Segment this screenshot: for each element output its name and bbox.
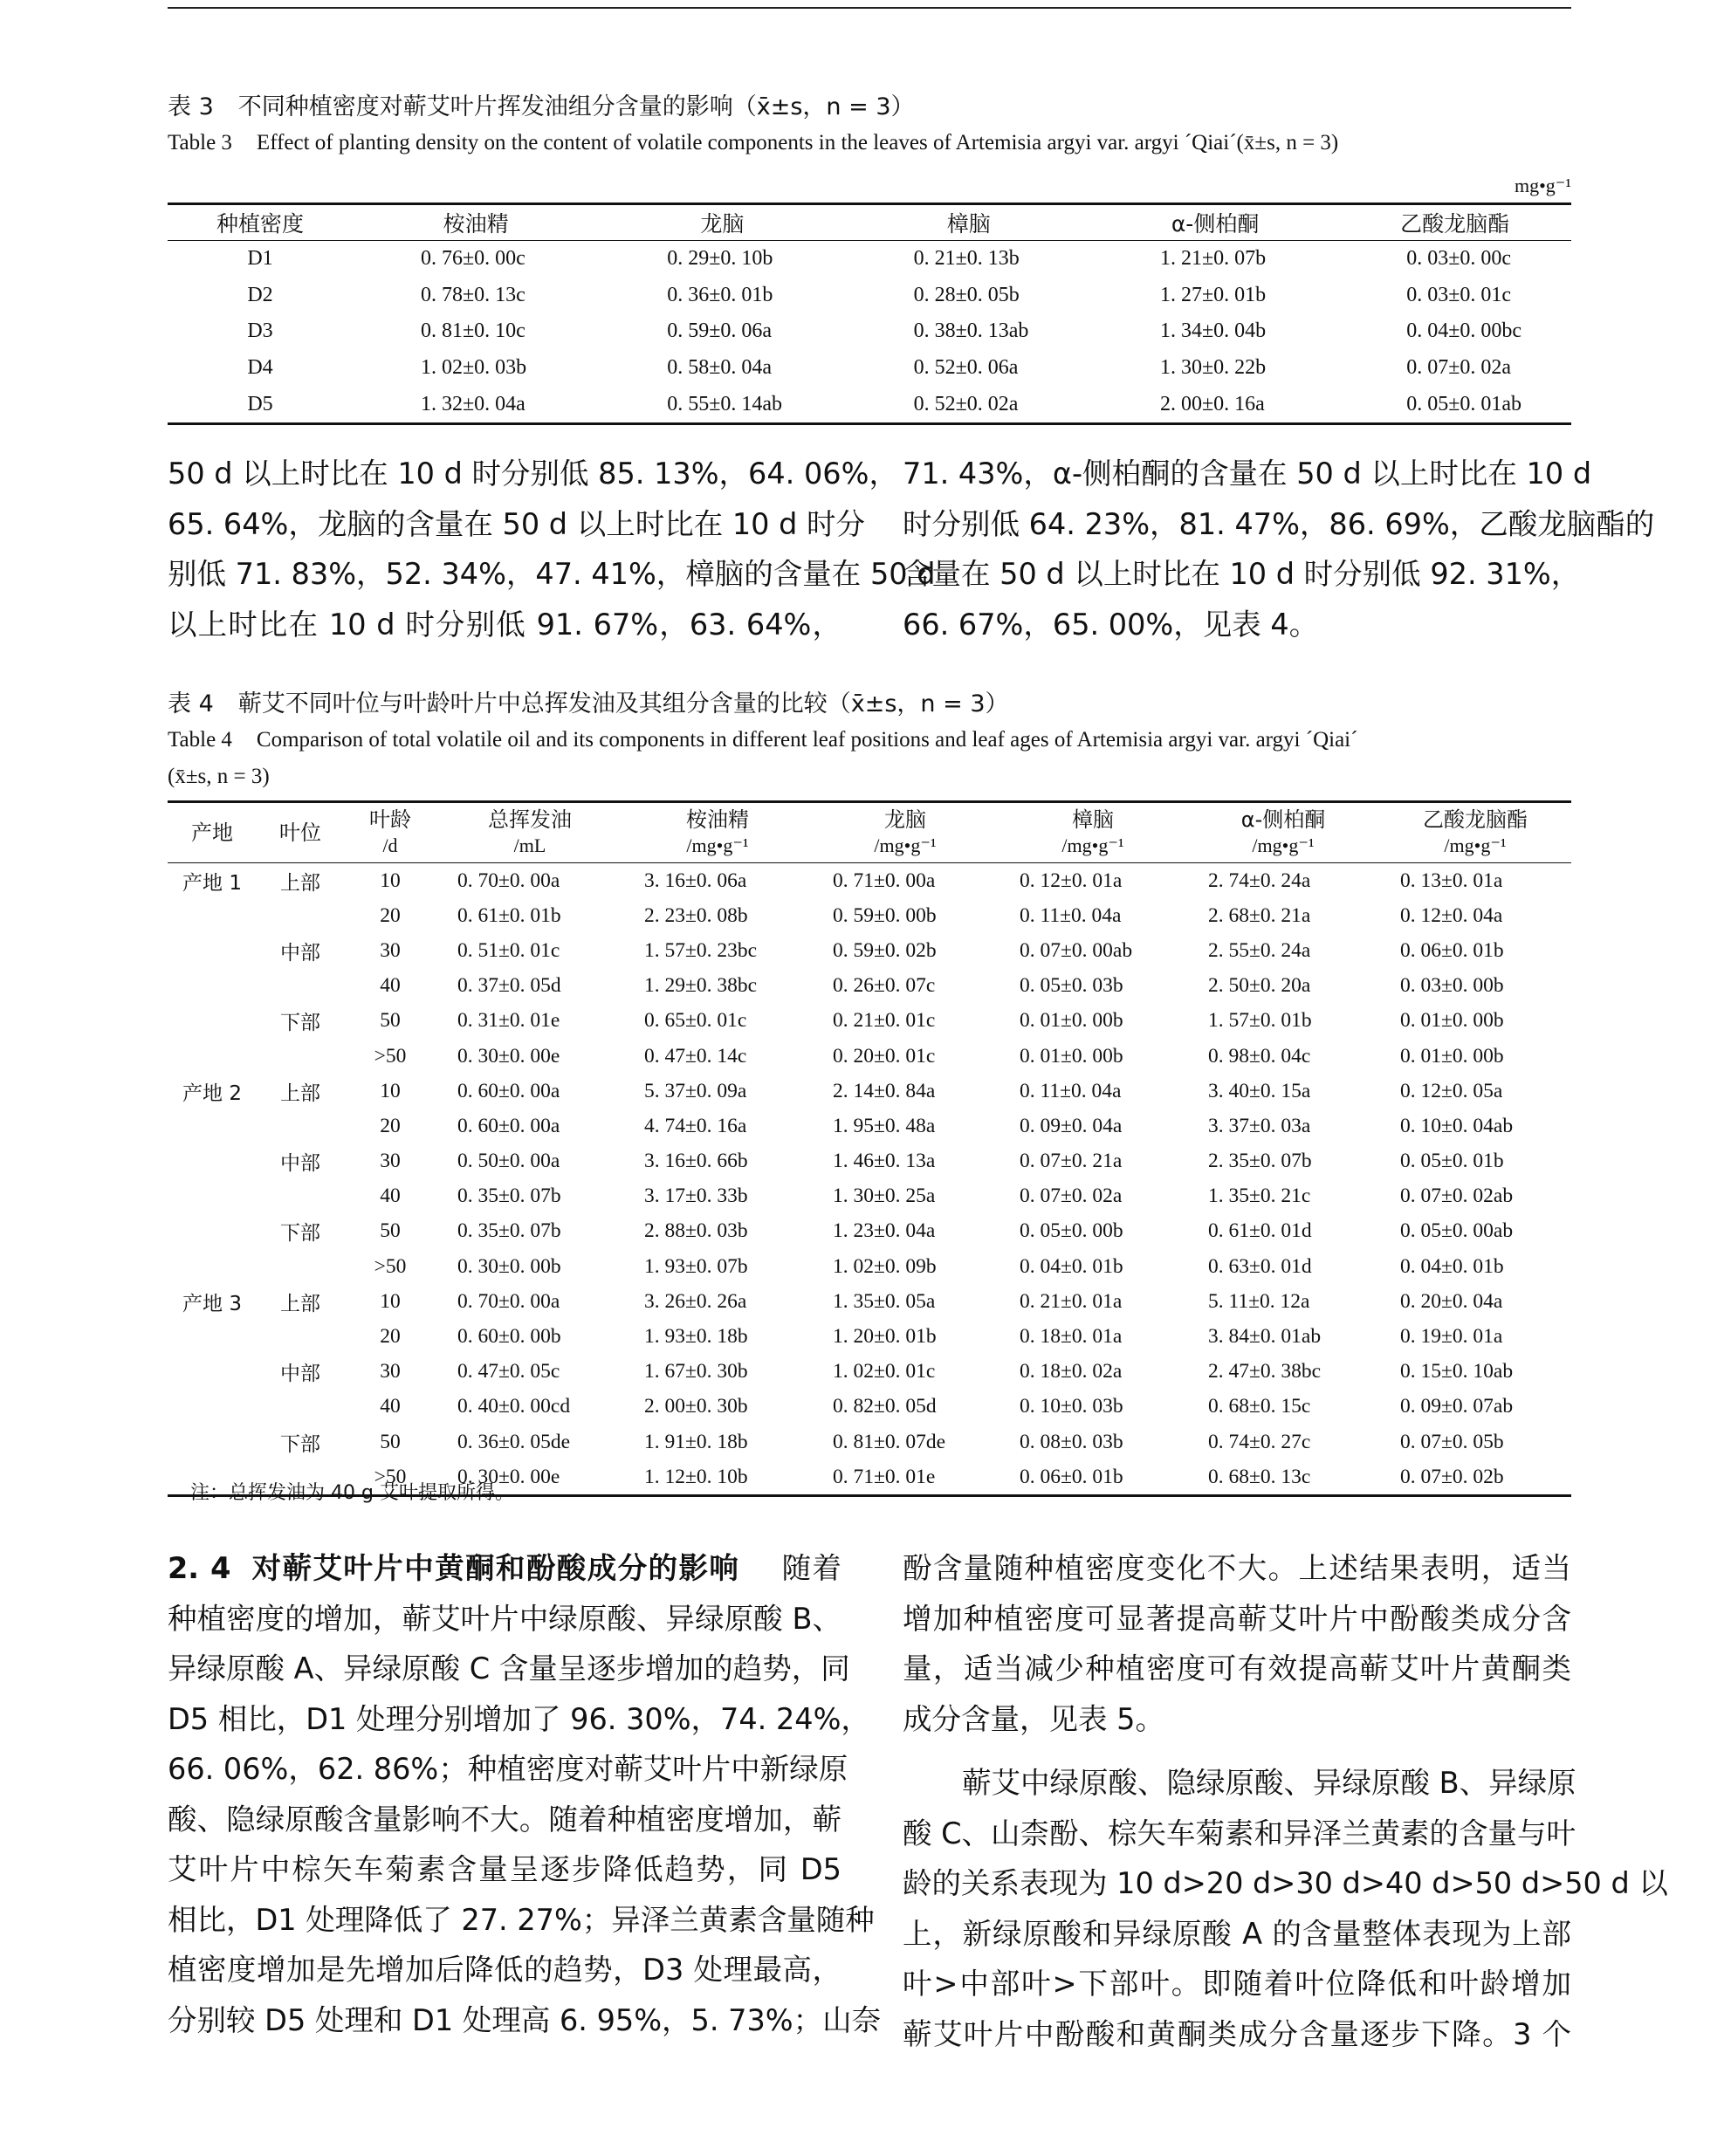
table-cell: 1. 67±0. 30b	[644, 1360, 748, 1384]
table3	[168, 203, 1571, 425]
table-cell: 0. 12±0. 04a	[1400, 903, 1503, 927]
table-cell: 产地 1	[182, 871, 242, 895]
text-line: 时分别低 64. 23%，81. 47%，86. 69%，乙酸龙脑酯的	[903, 506, 1655, 541]
table-cell: 1. 35±0. 21c	[1208, 1184, 1311, 1208]
table-cell: 中部	[280, 1363, 320, 1386]
text-line: 蕲艾中绿原酸、隐绿原酸、异绿原酸 B、异绿原	[962, 1766, 1576, 1800]
table-cell: 50	[380, 1430, 401, 1453]
table-cell: D5	[247, 392, 273, 415]
table3-unit: mg•g⁻¹	[1514, 175, 1571, 196]
table-cell: 0. 61±0. 01b	[457, 903, 561, 927]
table-row	[168, 1039, 1571, 1074]
table3-title-cn: 不同种植密度对蕲艾叶片挥发油组分含量的影响（x̄±s，n = 3）	[237, 93, 915, 120]
table-cell: 5. 37±0. 09a	[644, 1079, 747, 1102]
table-cell	[257, 1249, 344, 1284]
table-cell: 0. 21±0. 01a	[1020, 1289, 1123, 1313]
text-line: 量，适当减少种植密度可有效提高蕲艾叶片黄酮类	[903, 1651, 1571, 1686]
text-line: 艾叶片中棕矢车菊素含量呈逐步降低趋势，同 D5	[168, 1852, 841, 1886]
table-cell: 0. 58±0. 04a	[667, 356, 773, 380]
table-cell: 0. 15±0. 10ab	[1400, 1360, 1514, 1384]
table-cell: 0. 59±0. 06a	[667, 319, 773, 343]
table-row	[168, 386, 1571, 423]
table-cell: 30	[380, 1150, 401, 1173]
table-cell	[257, 1179, 344, 1214]
text-line: D5 相比，D1 处理分别增加了 96. 30%，74. 24%，	[168, 1701, 870, 1736]
table4-header	[436, 802, 623, 863]
table-cell: 中部	[280, 941, 320, 965]
table-cell: D3	[247, 319, 273, 343]
table-cell: 下部	[280, 1432, 320, 1456]
table-cell: D1	[247, 247, 273, 271]
table-cell	[168, 1039, 257, 1074]
table-cell: 0. 26±0. 07c	[833, 974, 936, 998]
table-cell: 0. 08±0. 03b	[1020, 1430, 1123, 1453]
table3-header: 种植密度	[168, 204, 353, 241]
table-cell: 1. 57±0. 23bc	[644, 938, 758, 962]
table-cell: 0. 36±0. 01b	[667, 283, 773, 306]
table-cell: 1. 12±0. 10b	[644, 1465, 748, 1488]
table-row	[168, 1390, 1571, 1425]
table-row	[168, 1074, 1571, 1109]
table-cell: 0. 07±0. 02a	[1020, 1184, 1123, 1208]
table-cell: 0. 36±0. 05de	[457, 1430, 571, 1453]
table-row	[168, 933, 1571, 968]
text-line: 分别较 D5 处理和 D1 处理高 6. 95%，5. 73%；山奈	[168, 2002, 882, 2037]
table-cell	[168, 1425, 257, 1459]
table-cell: 2. 00±0. 30b	[644, 1395, 748, 1418]
text-line: 50 d 以上时比在 10 d 时分别低 85. 13%，64. 06%，	[168, 457, 898, 491]
table4-caption-en-cont: (x̄±s, n = 3)	[168, 765, 270, 788]
table-cell: 0. 12±0. 01a	[1020, 869, 1123, 892]
text-line: 酸、隐绿原酸含量影响不大。随着种植密度增加，蕲	[168, 1802, 841, 1837]
table-row	[168, 1249, 1571, 1284]
header-main: 桉油精	[686, 807, 749, 832]
table-cell: 0. 61±0. 01d	[1208, 1219, 1312, 1243]
table-cell: 1. 21±0. 07b	[1160, 247, 1267, 271]
table-cell: 0. 10±0. 04ab	[1400, 1114, 1514, 1137]
table-cell: 1. 02±0. 03b	[421, 356, 527, 380]
table4-label-en: Table 4	[168, 728, 232, 752]
table-cell: 0. 47±0. 14c	[644, 1044, 747, 1068]
text-line: 种植密度的增加，蕲艾叶片中绿原酸、异绿原酸 B、	[168, 1601, 841, 1636]
table-row	[168, 969, 1571, 1004]
table-cell: 1. 20±0. 01b	[833, 1325, 937, 1349]
table-row	[168, 1284, 1571, 1319]
table-cell: 3. 84±0. 01ab	[1208, 1325, 1322, 1349]
table-cell: 0. 70±0. 00a	[457, 1289, 560, 1313]
text-line: 71. 43%，α-侧柏酮的含量在 50 d 以上时比在 10 d	[903, 457, 1592, 491]
table-cell	[257, 898, 344, 933]
table-cell: 1. 02±0. 01c	[833, 1360, 936, 1384]
table-cell: 0. 05±0. 01ab	[1406, 392, 1522, 415]
table-cell: 0. 07±0. 02ab	[1400, 1184, 1514, 1208]
table-cell: 1. 29±0. 38bc	[644, 974, 758, 998]
section-first-text: 随着	[781, 1551, 841, 1585]
table-cell: 1. 32±0. 04a	[421, 392, 525, 415]
table-cell: 2. 23±0. 08b	[644, 903, 748, 927]
table-cell: 10	[380, 1079, 401, 1102]
page-top-rule	[168, 7, 1571, 9]
table-cell	[168, 1355, 257, 1390]
table-cell: D4	[247, 356, 273, 380]
text-line: 相比，D1 处理降低了 27. 27%；异泽兰黄素含量随种	[168, 1902, 875, 1937]
table-cell: 20	[380, 903, 401, 927]
table-row	[168, 1179, 1571, 1214]
table-cell: 0. 20±0. 04a	[1400, 1289, 1503, 1313]
table-row	[168, 241, 1571, 278]
table-cell: 0. 07±0. 02a	[1406, 356, 1512, 380]
table-cell: 2. 14±0. 84a	[833, 1079, 936, 1102]
text-line: 以上时比在 10 d 时分别低 91. 67%，63. 64%，	[168, 607, 841, 642]
text-line: 植密度增加是先增加后降低的趋势，D3 处理最高，	[168, 1953, 841, 1987]
table3-header: α-侧柏酮	[1092, 204, 1338, 241]
header-main: 乙酸龙脑酯	[1423, 807, 1528, 832]
table-cell: 0. 50±0. 00a	[457, 1150, 560, 1173]
table-cell: 0. 98±0. 04c	[1208, 1044, 1311, 1068]
table-cell	[257, 969, 344, 1004]
table-cell: 0. 13±0. 01a	[1400, 869, 1503, 892]
table-cell: 0. 06±0. 01b	[1400, 938, 1504, 962]
header-sub: /mg•g⁻¹	[1061, 834, 1124, 856]
table-cell: 0. 06±0. 01b	[1020, 1465, 1123, 1488]
table-cell: 2. 74±0. 24a	[1208, 869, 1311, 892]
table-cell: 0. 04±0. 01b	[1020, 1254, 1123, 1278]
table-cell: 0. 52±0. 06a	[913, 356, 1019, 380]
table-cell: 10	[380, 1289, 401, 1313]
body-text-right-b	[903, 1543, 1668, 2059]
table-cell: 0. 01±0. 00b	[1020, 1009, 1123, 1033]
table-cell: 0. 05±0. 00b	[1020, 1219, 1123, 1243]
table-cell: 0. 04±0. 01b	[1400, 1254, 1504, 1278]
table-cell: 0. 28±0. 05b	[913, 283, 1020, 306]
table-cell: 40	[380, 1395, 401, 1418]
table-cell: 1. 91±0. 18b	[644, 1430, 748, 1453]
table-cell: 下部	[280, 1012, 320, 1035]
text-line: 叶>中部叶>下部叶。即随着叶位降低和叶龄增加	[903, 1967, 1571, 2001]
table-cell: 3. 40±0. 15a	[1208, 1079, 1311, 1102]
table-cell: 0. 59±0. 02b	[833, 938, 937, 962]
table-cell: 0. 65±0. 01c	[644, 1009, 747, 1033]
table-cell: 0. 78±0. 13c	[421, 283, 525, 306]
table3-header: 龙脑	[599, 204, 845, 241]
table-cell: 2. 00±0. 16a	[1160, 392, 1265, 415]
table-cell: 0. 35±0. 07b	[457, 1184, 561, 1208]
table-cell: 40	[380, 1184, 401, 1208]
table-cell	[168, 1004, 257, 1039]
table-row	[168, 1319, 1571, 1354]
table-cell	[168, 898, 257, 933]
table-cell: >50	[374, 1044, 407, 1068]
table-cell: 0. 07±0. 21a	[1020, 1150, 1123, 1173]
table3-label-cn: 表 3	[168, 93, 214, 120]
table3-header: 桉油精	[353, 204, 599, 241]
table-cell: 0. 40±0. 00cd	[457, 1395, 571, 1418]
table-cell: 0. 05±0. 03b	[1020, 974, 1123, 998]
table-cell: 0. 05±0. 01b	[1400, 1150, 1504, 1173]
text-line: 含量在 50 d 以上时比在 10 d 时分别低 92. 31%，	[903, 557, 1581, 591]
table-cell	[257, 1319, 344, 1354]
table-cell: 0. 60±0. 00a	[457, 1114, 560, 1137]
table-cell: 30	[380, 938, 401, 962]
table-cell: 3. 16±0. 66b	[644, 1150, 748, 1173]
table-cell: 1. 46±0. 13a	[833, 1150, 936, 1173]
table-cell: 1. 34±0. 04b	[1160, 319, 1267, 343]
table-cell: 0. 21±0. 13b	[913, 247, 1020, 271]
table-cell: 3. 17±0. 33b	[644, 1184, 748, 1208]
table-cell: >50	[374, 1465, 407, 1488]
table-cell: 2. 68±0. 21a	[1208, 903, 1311, 927]
table-cell: 上部	[280, 871, 320, 895]
body-text-left-a	[168, 449, 936, 649]
header-main: 龙脑	[884, 807, 926, 832]
section-title: 对蕲艾叶片中黄酮和酚酸成分的影响	[251, 1551, 740, 1585]
header-main: 总挥发油	[488, 807, 572, 832]
table-row	[168, 1144, 1571, 1179]
table-cell: 0. 01±0. 00b	[1020, 1044, 1123, 1068]
table-cell: 1. 02±0. 09b	[833, 1254, 937, 1278]
table-cell	[257, 1109, 344, 1143]
table-cell	[168, 1179, 257, 1214]
table-cell: 0. 52±0. 02a	[913, 392, 1019, 415]
table3-header-row	[168, 204, 1571, 241]
table-cell: 产地 2	[182, 1081, 242, 1105]
table-cell: 1. 95±0. 48a	[833, 1114, 936, 1137]
table-cell: 0. 70±0. 00a	[457, 869, 560, 892]
table-cell: 0. 19±0. 01a	[1400, 1325, 1503, 1349]
table-cell: 0. 37±0. 05d	[457, 974, 561, 998]
text-line: 66. 06%，62. 86%；种植密度对蕲艾叶片中新绿原	[168, 1752, 848, 1786]
table4-header-row	[168, 802, 1571, 863]
table-cell: 0. 30±0. 00e	[457, 1044, 560, 1068]
text-line: 酚含量随种植密度变化不大。上述结果表明，适当	[903, 1551, 1571, 1585]
table-cell: 0. 60±0. 00a	[457, 1079, 560, 1102]
table-cell: 0. 07±0. 05b	[1400, 1430, 1504, 1453]
table-cell: 0. 76±0. 00c	[421, 247, 525, 271]
table-cell: 20	[380, 1114, 401, 1137]
table4-note: 注：总挥发油为 40 g 艾叶提取所得。	[190, 1482, 514, 1504]
table4-header	[168, 802, 257, 863]
table-cell: 0. 55±0. 14ab	[667, 392, 783, 415]
text-line: 成分含量，见表 5。	[903, 1701, 1164, 1736]
table-row	[168, 350, 1571, 387]
table-cell: 0. 18±0. 02a	[1020, 1360, 1123, 1384]
text-line: 蕲艾叶片中酚酸和黄酮类成分含量逐步下降。3 个	[903, 2016, 1571, 2051]
table-cell: 0. 03±0. 00b	[1400, 974, 1504, 998]
table-cell: 50	[380, 1009, 401, 1033]
table-cell	[168, 1249, 257, 1284]
text-line: 别低 71. 83%，52. 34%，47. 41%，樟脑的含量在 50 d	[168, 557, 936, 591]
table-row	[168, 1109, 1571, 1143]
table-row	[168, 1214, 1571, 1249]
table-row	[168, 313, 1571, 350]
table4-caption-cn	[168, 684, 1009, 718]
table4-header	[257, 802, 344, 863]
table-cell: 0. 07±0. 02b	[1400, 1465, 1504, 1488]
table-cell: 0. 05±0. 00ab	[1400, 1219, 1514, 1243]
table-cell: 1. 30±0. 25a	[833, 1184, 936, 1208]
table-cell: 0. 81±0. 10c	[421, 319, 525, 343]
table-cell: 0. 47±0. 05c	[457, 1360, 560, 1384]
table-cell: 0. 63±0. 01d	[1208, 1254, 1312, 1278]
table-cell: 0. 12±0. 05a	[1400, 1079, 1503, 1102]
table4-header	[812, 802, 999, 863]
table-cell: 1. 93±0. 07b	[644, 1254, 748, 1278]
table-cell	[168, 933, 257, 968]
table-cell	[168, 1390, 257, 1425]
table4-header	[999, 802, 1187, 863]
table-cell: 0. 20±0. 01c	[833, 1044, 936, 1068]
table-cell: 0. 30±0. 00e	[457, 1465, 560, 1488]
table-cell: >50	[374, 1254, 407, 1278]
table-cell: 4. 74±0. 16a	[644, 1114, 747, 1137]
table-cell: 0. 71±0. 00a	[833, 869, 936, 892]
table-cell: 1. 23±0. 04a	[833, 1219, 936, 1243]
body-text-right-a	[903, 449, 1655, 649]
text-line: 65. 64%，龙脑的含量在 50 d 以上时比在 10 d 时分	[168, 506, 866, 541]
table-cell: 0. 11±0. 04a	[1020, 903, 1122, 927]
table-cell: 40	[380, 974, 401, 998]
table4-caption-en	[168, 728, 1357, 752]
text-line: 增加种植密度可显著提高蕲艾叶片中酚酸类成分含	[903, 1601, 1571, 1636]
table-cell	[168, 969, 257, 1004]
header-sub: /mg•g⁻¹	[1444, 834, 1507, 856]
table-cell: 0. 35±0. 07b	[457, 1219, 561, 1243]
table-row	[168, 863, 1571, 899]
table-cell: 0. 10±0. 03b	[1020, 1395, 1123, 1418]
table3-label-en: Table 3	[168, 131, 232, 154]
table-cell: 50	[380, 1219, 401, 1243]
table-cell: 0. 51±0. 01c	[457, 938, 560, 962]
table-cell: 0. 71±0. 01e	[833, 1465, 936, 1488]
table-cell: D2	[247, 283, 273, 306]
table-cell	[257, 1039, 344, 1074]
table-cell: 3. 37±0. 03a	[1208, 1114, 1311, 1137]
table-cell: 0. 82±0. 05d	[833, 1395, 937, 1418]
table-cell: 2. 35±0. 07b	[1208, 1150, 1312, 1173]
table-cell: 3. 16±0. 06a	[644, 869, 747, 892]
text-line: 龄的关系表现为 10 d>20 d>30 d>40 d>50 d>50 d 以	[903, 1866, 1668, 1900]
table-row	[168, 278, 1571, 314]
table-cell: 1. 57±0. 01b	[1208, 1009, 1312, 1033]
table3-caption-cn	[168, 87, 915, 121]
table-cell: 1. 30±0. 22b	[1160, 356, 1267, 380]
table4-header	[623, 802, 812, 863]
table-cell: 0. 09±0. 07ab	[1400, 1395, 1514, 1418]
text-line: 上，新绿原酸和异绿原酸 A 的含量整体表现为上部	[903, 1916, 1571, 1951]
table-cell: 上部	[280, 1292, 320, 1315]
header-main: 叶位	[279, 821, 321, 845]
header-main: 叶龄	[369, 807, 411, 832]
table-cell: 0. 38±0. 13ab	[913, 319, 1029, 343]
table-cell: 1. 27±0. 01b	[1160, 283, 1267, 306]
table-cell: 3. 26±0. 26a	[644, 1289, 747, 1313]
table-cell: 0. 30±0. 00b	[457, 1254, 561, 1278]
table4-title-en: Comparison of total volatile oil and its components in different leaf positions and leaf ages of Artemisia argyi var. argyi ´Qiai´	[256, 728, 1358, 752]
text-line: 异绿原酸 A、异绿原酸 C 含量呈逐步增加的趋势，同	[168, 1651, 850, 1686]
table-cell	[168, 1109, 257, 1143]
header-main: 产地	[191, 821, 233, 845]
table-cell: 0. 31±0. 01e	[457, 1009, 560, 1033]
table4-header	[1379, 802, 1571, 863]
table-cell: 产地 3	[182, 1292, 242, 1315]
table-cell: 2. 88±0. 03b	[644, 1219, 748, 1243]
table-cell: 2. 55±0. 24a	[1208, 938, 1311, 962]
header-main: 樟脑	[1072, 807, 1114, 832]
table-cell: 2. 50±0. 20a	[1208, 974, 1311, 998]
section-number: 2. 4	[168, 1551, 231, 1585]
table-cell: 下部	[280, 1222, 320, 1246]
table4	[168, 800, 1571, 1497]
table-cell: 0. 09±0. 04a	[1020, 1114, 1123, 1137]
table3-caption-en	[168, 131, 1338, 155]
table-cell: 10	[380, 869, 401, 892]
table-cell: 0. 81±0. 07de	[833, 1430, 946, 1453]
section-heading-line	[168, 1543, 841, 1594]
table-cell: 2. 47±0. 38bc	[1208, 1360, 1322, 1384]
table-cell: 0. 01±0. 00b	[1400, 1044, 1504, 1068]
table-cell: 0. 01±0. 00b	[1400, 1009, 1504, 1033]
table-row	[168, 1425, 1571, 1459]
table3-title-en: Effect of planting density on the content of volatile components in the leaves of Artemisia argyi var. argyi ´Qiai´(x̄±s, n = 3)	[256, 131, 1339, 154]
table-cell: 0. 68±0. 13c	[1208, 1465, 1311, 1488]
table-cell: 0. 68±0. 15c	[1208, 1395, 1311, 1418]
header-sub: /mg•g⁻¹	[686, 834, 749, 856]
body-text-left-b	[168, 1543, 882, 2045]
table-cell: 1. 35±0. 05a	[833, 1289, 936, 1313]
table-cell: 0. 59±0. 00b	[833, 903, 937, 927]
header-sub: /mL	[513, 834, 546, 856]
table3-header: 乙酸龙脑酯	[1338, 204, 1571, 241]
table-cell: 0. 60±0. 00b	[457, 1325, 561, 1349]
table-cell: 0. 18±0. 01a	[1020, 1325, 1123, 1349]
table4-title-cn: 蕲艾不同叶位与叶龄叶片中总挥发油及其组分含量的比较（x̄±s，n = 3）	[237, 690, 1009, 718]
header-sub: /mg•g⁻¹	[874, 834, 937, 856]
table-cell: 上部	[280, 1081, 320, 1105]
table-cell: 0. 74±0. 27c	[1208, 1430, 1311, 1453]
header-sub: /d	[382, 834, 398, 856]
table-cell: 0. 03±0. 00c	[1406, 247, 1512, 271]
table4-label-cn: 表 4	[168, 690, 214, 718]
table-cell: 20	[380, 1325, 401, 1349]
table-cell: 0. 07±0. 00ab	[1020, 938, 1133, 962]
table4-header	[1187, 802, 1379, 863]
table-cell: 5. 11±0. 12a	[1208, 1289, 1310, 1313]
table-cell: 0. 03±0. 01c	[1406, 283, 1512, 306]
table-row	[168, 1355, 1571, 1390]
table-cell: 中部	[280, 1152, 320, 1176]
table-cell: 0. 29±0. 10b	[667, 247, 773, 271]
table-row	[168, 1004, 1571, 1039]
table-cell	[168, 1214, 257, 1249]
table-cell: 0. 21±0. 01c	[833, 1009, 936, 1033]
table-cell: 0. 04±0. 00bc	[1406, 319, 1522, 343]
table-cell	[168, 1319, 257, 1354]
table-cell: 0. 11±0. 04a	[1020, 1079, 1122, 1102]
table3-header: 樟脑	[846, 204, 1092, 241]
header-sub: /mg•g⁻¹	[1252, 834, 1315, 856]
table-cell	[257, 1390, 344, 1425]
table-cell: 30	[380, 1360, 401, 1384]
text-line: 66. 67%，65. 00%，见表 4。	[903, 607, 1319, 642]
header-main: α-侧柏酮	[1240, 807, 1326, 832]
table-cell	[168, 1144, 257, 1179]
table-cell: 1. 93±0. 18b	[644, 1325, 748, 1349]
text-line: 酸 C、山柰酚、棕矢车菊素和异泽兰黄素的含量与叶	[903, 1816, 1576, 1850]
table-row	[168, 898, 1571, 933]
table4-header	[344, 802, 436, 863]
